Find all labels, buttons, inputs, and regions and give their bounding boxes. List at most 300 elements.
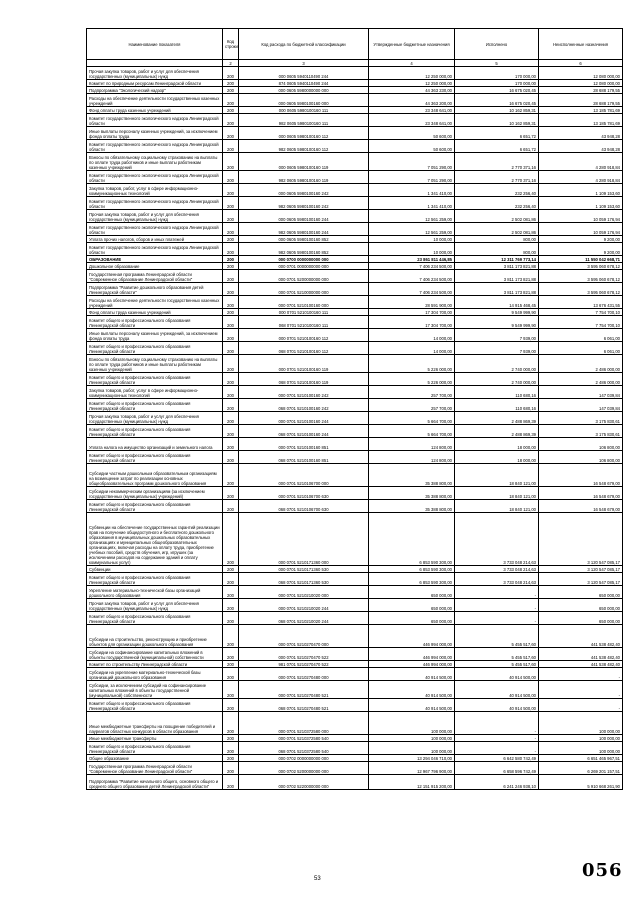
row-kbk: 000 0702 5220000000 000 (239, 775, 369, 790)
table-row (87, 648, 623, 661)
row-done: 110 680,16 (455, 386, 539, 399)
table-row (87, 127, 623, 140)
row-kbk: 000 0605 5940110490 244 (239, 67, 369, 80)
row-rest: 16 548 679,00 (539, 500, 623, 513)
row-done: 800,00 (455, 243, 539, 256)
row-code: 200 (223, 94, 239, 107)
table-row (87, 342, 623, 355)
row-approved: 124 800,00 (369, 451, 455, 464)
row-done: - (455, 586, 539, 599)
header-done: Исполнено (455, 29, 539, 60)
row-kbk: 068 0701 5210100160 242 (239, 399, 369, 412)
row-rest: 28 688 179,55 (539, 94, 623, 107)
row-approved: 257 700,00 (369, 386, 455, 399)
row-rest: 3 175 830,61 (539, 412, 623, 425)
row-done: 6 651,72 (455, 140, 539, 153)
row-code: 200 (223, 451, 239, 464)
row-code: 200 (223, 114, 239, 127)
row-approved: 40 914 500,00 (369, 681, 455, 699)
row-code: 200 (223, 67, 239, 80)
row-rest: 3 595 060 678,12 (539, 283, 623, 296)
row-rest: 6 061,00 (539, 329, 623, 342)
row-kbk: 982 0605 5980100160 119 (239, 171, 369, 184)
row-rest: 10 059 176,94 (539, 223, 623, 236)
row-done: - (455, 735, 539, 742)
row-kbk: 000 0700 0000000000 000 (239, 256, 369, 263)
row-kbk: 000 0605 5980100160 244 (239, 210, 369, 223)
row-name: Комитет общего и профессионального образования Ленинградской области (87, 316, 223, 329)
row-done: 110 680,16 (455, 399, 539, 412)
row-done: 6 651,72 (455, 127, 539, 140)
row-done: 3 733 048 214,63 (455, 573, 539, 586)
row-approved: 257 700,00 (369, 399, 455, 412)
row-approved: 124 800,00 (369, 438, 455, 451)
row-name: Комитет государственного экологического надзора Ленинградской области (87, 171, 223, 184)
row-code: 200 (223, 153, 239, 171)
row-approved: 23 348 641,00 (369, 107, 455, 114)
row-done: 232 256,40 (455, 197, 539, 210)
row-kbk: 000 0701 5210171360 530 (239, 566, 369, 573)
row-kbk: 000 0701 5210100160 111 (239, 309, 369, 316)
row-done: 170 000,00 (455, 80, 539, 87)
row-done: 3 733 048 214,63 (455, 566, 539, 573)
row-approved: 17 304 700,00 (369, 316, 455, 329)
row-code: 200 (223, 487, 239, 500)
row-approved: 40 914 500,00 (369, 668, 455, 681)
row-kbk: 068 0701 5210100160 112 (239, 342, 369, 355)
row-code: 200 (223, 735, 239, 742)
table-row (87, 171, 623, 184)
row-approved: 100 000,00 (369, 742, 455, 755)
row-done: 9 549 999,90 (455, 316, 539, 329)
row-kbk: 000 0701 5200000000 000 (239, 270, 369, 283)
row-code: 200 (223, 755, 239, 762)
row-code: 200 (223, 309, 239, 316)
row-code: 200 (223, 464, 239, 487)
row-kbk: 000 0701 5210171360 000 (239, 513, 369, 566)
row-rest: 100 000,00 (539, 742, 623, 755)
row-kbk: 000 0605 5980100160 111 (239, 107, 369, 114)
row-rest: 7 754 700,10 (539, 316, 623, 329)
row-name: Фонд оплаты труда казенных учреждений (87, 309, 223, 316)
row-approved: 35 388 800,00 (369, 464, 455, 487)
row-kbk: 000 0701 5210270470 522 (239, 648, 369, 661)
row-name: Комитет государственного экологического надзора Ленинградской области (87, 197, 223, 210)
row-name: Комитет общего и профессионального образования Ленинградской области (87, 342, 223, 355)
row-rest: 6 061,00 (539, 342, 623, 355)
row-code: 200 (223, 386, 239, 399)
row-name: Комитет государственного экологического надзора Ленинградской области (87, 243, 223, 256)
table-row (87, 500, 623, 513)
row-kbk: 000 0701 5210270480 000 (239, 668, 369, 681)
row-code: 200 (223, 127, 239, 140)
row-name: Прочая закупка товаров, работ и услуг для обеспечения государственных (муниципальных) нужд (87, 412, 223, 425)
row-name: Субсидии некоммерческим организациям (за исключением государственных (муниципальных) учреждений) (87, 487, 223, 500)
row-rest: 6 269 201 157,51 (539, 762, 623, 775)
row-kbk: 000 0701 5210100160 000 (239, 296, 369, 309)
row-done: 40 914 500,00 (455, 699, 539, 712)
table-row (87, 296, 623, 309)
row-code: 200 (223, 586, 239, 599)
row-approved: 7 051 290,00 (369, 153, 455, 171)
row-done: 12 311 769 773,14 (455, 256, 539, 263)
row-approved: 10 000,00 (369, 243, 455, 256)
row-approved: 14 000,00 (369, 342, 455, 355)
row-kbk: 000 0701 5210100160 244 (239, 412, 369, 425)
row-name: Комитет общего и профессионального образования Ленинградской области (87, 742, 223, 755)
row-rest: 13 185 781,69 (539, 107, 623, 114)
table-row (87, 661, 623, 668)
row-code: 200 (223, 223, 239, 236)
row-approved: 23 861 811 446,85 (369, 256, 455, 263)
row-kbk: 000 0605 5980100160 000 (239, 94, 369, 107)
row-kbk: 000 0702 5200000000 000 (239, 762, 369, 775)
table-row (87, 140, 623, 153)
table-row (87, 755, 623, 762)
row-code: 200 (223, 599, 239, 612)
row-rest: 13 676 431,55 (539, 296, 623, 309)
row-name: Субсидии, за исключением субсидий на софинансирование капитальных вложений в объекты государственной (муниципальной) собственности (87, 681, 223, 699)
row-name: Субсидии на укрепление материально-технической базы организаций дошкольного образования (87, 668, 223, 681)
table-row (87, 599, 623, 612)
row-name: Комитет по природным ресурсам Ленинградской области (87, 80, 223, 87)
row-approved: 12 561 259,00 (369, 223, 455, 236)
table-row (87, 425, 623, 438)
row-rest: 106 800,00 (539, 451, 623, 464)
row-name: Взносы по обязательному социальному страхованию на выплаты по оплате труда работников и иные выплаты работникам казенных учреждений (87, 153, 223, 171)
table-row (87, 612, 623, 625)
row-code: 200 (223, 107, 239, 114)
column-number-5: 5 (455, 60, 539, 67)
row-code: 200 (223, 87, 239, 94)
table-row (87, 197, 623, 210)
row-kbk: 000 0701 5210106700 000 (239, 464, 369, 487)
row-rest: 3 595 060 678,12 (539, 270, 623, 283)
table-header-row (87, 29, 623, 60)
row-kbk: 068 0701 5210171360 530 (239, 573, 369, 586)
row-rest: 43 948,28 (539, 127, 623, 140)
row-name: Общее образование (87, 755, 223, 762)
row-approved: 12 561 259,00 (369, 210, 455, 223)
row-rest: 9 200,00 (539, 236, 623, 243)
table-row (87, 329, 623, 342)
row-done: 800,00 (455, 236, 539, 243)
row-done: - (455, 612, 539, 625)
row-kbk: 068 0701 5210372580 540 (239, 742, 369, 755)
row-rest: 16 548 679,00 (539, 464, 623, 487)
header-rest: Неисполненные назначения (539, 29, 623, 60)
budget-execution-table (86, 28, 623, 790)
row-name: Уплата налога на имущество организаций и земельного налога (87, 438, 223, 451)
row-rest: 4 280 918,84 (539, 153, 623, 171)
row-done: - (455, 712, 539, 735)
row-code: 200 (223, 625, 239, 648)
row-rest: 9 200,00 (539, 243, 623, 256)
row-rest: 3 595 060 678,12 (539, 263, 623, 270)
table-row (87, 316, 623, 329)
row-done: 16 675 020,45 (455, 87, 539, 94)
table-row (87, 735, 623, 742)
row-done: 3 811 173 821,88 (455, 283, 539, 296)
row-approved: 7 406 234 500,00 (369, 263, 455, 270)
row-code: 200 (223, 425, 239, 438)
row-done: 14 915 468,45 (455, 296, 539, 309)
archive-stamp: 056 (582, 860, 623, 881)
row-name: Подпрограмма "Развитие дошкольного образования детей Ленинградской области" (87, 283, 223, 296)
row-rest: 106 800,00 (539, 438, 623, 451)
row-done: 7 939,00 (455, 342, 539, 355)
row-done: 170 000,00 (455, 67, 539, 80)
row-approved: 6 853 590 300,00 (369, 513, 455, 566)
row-name: Расходы на обеспечение деятельности государственных казенных учреждений (87, 296, 223, 309)
row-done: 18 000,00 (455, 438, 539, 451)
row-code: 200 (223, 171, 239, 184)
row-approved: 1 341 410,00 (369, 184, 455, 197)
row-approved: 100 000,00 (369, 735, 455, 742)
table-row (87, 223, 623, 236)
row-approved: 14 000,00 (369, 329, 455, 342)
row-rest: 147 039,84 (539, 386, 623, 399)
row-done: 18 840 121,00 (455, 487, 539, 500)
row-rest: 441 538 482,40 (539, 661, 623, 668)
table-row (87, 184, 623, 197)
row-done: 232 256,40 (455, 184, 539, 197)
row-code: 200 (223, 283, 239, 296)
table-row (87, 263, 623, 270)
row-approved: 6 853 590 300,00 (369, 566, 455, 573)
row-done: 3 811 173 821,88 (455, 263, 539, 270)
row-approved: 446 994 000,00 (369, 661, 455, 668)
row-rest: - (539, 668, 623, 681)
report-sheet (86, 28, 622, 790)
table-row (87, 681, 623, 699)
row-name: Комитет государственного экологического надзора Ленинградской области (87, 223, 223, 236)
table-row (87, 309, 623, 316)
column-number-6: 6 (539, 60, 623, 67)
row-name: Комитет общего и профессионального образования Ленинградской области (87, 399, 223, 412)
row-done: 2 502 081,86 (455, 210, 539, 223)
row-code: 200 (223, 566, 239, 573)
table-row (87, 762, 623, 775)
table-row (87, 87, 623, 94)
row-rest: 4 280 918,84 (539, 171, 623, 184)
row-kbk: 068 0701 5210100160 111 (239, 316, 369, 329)
row-kbk: 000 0701 5210100160 851 (239, 438, 369, 451)
row-done: 6 642 580 742,49 (455, 755, 539, 762)
row-code: 200 (223, 699, 239, 712)
row-kbk: 068 0701 5210100160 851 (239, 451, 369, 464)
row-code: 200 (223, 373, 239, 386)
header-name: Наименование показателя (87, 29, 223, 60)
column-number-3: 3 (239, 60, 369, 67)
column-number-row (87, 60, 623, 67)
column-number-4: 4 (369, 60, 455, 67)
row-code: 200 (223, 661, 239, 668)
row-done: 2 502 081,86 (455, 223, 539, 236)
row-approved: 5 226 000,00 (369, 355, 455, 373)
row-rest: 100 000,00 (539, 735, 623, 742)
row-kbk: 068 0701 5210106700 630 (239, 500, 369, 513)
row-code: 200 (223, 197, 239, 210)
row-kbk: 000 0701 5210100160 112 (239, 329, 369, 342)
table-row (87, 451, 623, 464)
row-done: - (455, 742, 539, 755)
row-kbk: 068 0701 5210210020 244 (239, 612, 369, 625)
row-name: Государственная программа Ленинградской области "Современное образование Ленинградской области" (87, 762, 223, 775)
row-approved: 35 388 800,00 (369, 500, 455, 513)
row-kbk: 000 0701 5210100160 119 (239, 355, 369, 373)
table-row (87, 373, 623, 386)
row-done: 2 488 869,39 (455, 425, 539, 438)
row-rest: 1 109 153,60 (539, 184, 623, 197)
row-approved: 5 664 700,00 (369, 412, 455, 425)
row-code: 200 (223, 184, 239, 197)
row-code: 200 (223, 412, 239, 425)
table-row (87, 573, 623, 586)
row-done: 40 914 500,00 (455, 668, 539, 681)
row-done: 2 770 371,16 (455, 171, 539, 184)
table-row (87, 742, 623, 755)
row-code: 200 (223, 210, 239, 223)
row-rest: 12 080 000,00 (539, 67, 623, 80)
row-rest: 3 120 547 085,17 (539, 573, 623, 586)
header-kbk: Код расхода по бюджетной классификации (239, 29, 369, 60)
row-name: Иные выплаты персоналу казенных учреждений, за исключением фонда оплаты труда (87, 329, 223, 342)
row-name: Комитет общего и профессионального образования Ленинградской области (87, 699, 223, 712)
table-row (87, 283, 623, 296)
table-row (87, 270, 623, 283)
row-kbk: 981 0701 5210270470 522 (239, 661, 369, 668)
row-kbk: 000 0605 5980100160 242 (239, 184, 369, 197)
column-number-2: 2 (223, 60, 239, 67)
table-row (87, 487, 623, 500)
row-kbk: 068 0701 5210100160 244 (239, 425, 369, 438)
table-row (87, 775, 623, 790)
row-code: 200 (223, 316, 239, 329)
row-approved: 10 000,00 (369, 236, 455, 243)
row-approved: 23 348 641,00 (369, 114, 455, 127)
row-done: 6 241 246 938,10 (455, 775, 539, 790)
row-code: 200 (223, 355, 239, 373)
row-rest: 3 175 830,61 (539, 425, 623, 438)
row-approved: 12 151 915 200,00 (369, 775, 455, 790)
row-kbk: 000 0605 5980100160 119 (239, 153, 369, 171)
row-code: 200 (223, 775, 239, 790)
row-code: 200 (223, 668, 239, 681)
row-name: Комитет государственного экологического надзора Ленинградской области (87, 114, 223, 127)
row-name: Субвенции на обеспечение государственных гарантий реализации прав на получение общедоступного и бесплатного дошкольного образования в муниципальных дошкольных образовательных организациях и муниципальных общеобразовательных организациях, включая расходы на оплату труда, приобретение учебных пособий, средств обучения, игр, игрушек (за исключением расходов на содержание зданий и оплату коммунальных услуг) (87, 513, 223, 566)
row-kbk: 000 0701 5210106700 630 (239, 487, 369, 500)
row-done: 18 840 121,00 (455, 464, 539, 487)
table-row (87, 566, 623, 573)
row-code: 200 (223, 681, 239, 699)
row-code: 200 (223, 500, 239, 513)
row-done: 5 455 517,60 (455, 661, 539, 668)
row-approved: 650 000,00 (369, 612, 455, 625)
table-row (87, 438, 623, 451)
row-name: Комитет государственного экологического надзора Ленинградской области (87, 140, 223, 153)
row-name: Иные выплаты персоналу казенных учреждений, за исключением фонда оплаты труда (87, 127, 223, 140)
row-approved: 44 363 200,00 (369, 94, 455, 107)
row-done: 3 733 048 214,63 (455, 513, 539, 566)
table-row (87, 464, 623, 487)
row-kbk: 000 0605 5980000000 000 (239, 87, 369, 94)
row-approved: 650 000,00 (369, 586, 455, 599)
table-row (87, 67, 623, 80)
row-done: 40 914 500,00 (455, 681, 539, 699)
table-row (87, 256, 623, 263)
table-row (87, 243, 623, 256)
row-code: 200 (223, 270, 239, 283)
row-kbk: 000 0701 5210100160 242 (239, 386, 369, 399)
row-kbk: 000 0701 5210270480 521 (239, 681, 369, 699)
row-code: 200 (223, 712, 239, 735)
row-name: Комитет общего и профессионального образования Ленинградской области (87, 500, 223, 513)
row-code: 200 (223, 243, 239, 256)
row-rest: 3 120 547 085,17 (539, 566, 623, 573)
row-kbk: 068 0701 5210270480 521 (239, 699, 369, 712)
row-code: 200 (223, 399, 239, 412)
row-approved: 6 853 590 300,00 (369, 573, 455, 586)
row-approved: 44 363 230,00 (369, 87, 455, 94)
page-number: 53 (314, 876, 321, 882)
row-name: Укрепление материально-технической базы организаций дошкольного образования (87, 586, 223, 599)
table-row (87, 699, 623, 712)
row-done: 7 939,00 (455, 329, 539, 342)
row-name: Подпрограмма "Экологический надзор" (87, 87, 223, 94)
row-code: 200 (223, 296, 239, 309)
row-name: Комитет общего и профессионального образования Ленинградской области (87, 425, 223, 438)
row-rest: 3 120 547 085,17 (539, 513, 623, 566)
row-kbk: 000 0605 5980100160 112 (239, 127, 369, 140)
row-kbk: 000 0701 5210210020 000 (239, 586, 369, 599)
table-row (87, 107, 623, 114)
row-code: 200 (223, 342, 239, 355)
row-kbk: 982 0605 5980100160 242 (239, 197, 369, 210)
row-code: 200 (223, 236, 239, 243)
table-row (87, 210, 623, 223)
row-rest: - (539, 681, 623, 699)
row-name: Закупка товаров, работ, услуг в сфере информационно-коммуникационных технологий (87, 184, 223, 197)
row-done: 5 455 517,60 (455, 648, 539, 661)
row-rest: 441 538 482,40 (539, 625, 623, 648)
row-name: Комитет общего и профессионального образования Ленинградской области (87, 612, 223, 625)
row-approved: 12 250 000,00 (369, 80, 455, 87)
table-row (87, 114, 623, 127)
table-row (87, 355, 623, 373)
row-code: 200 (223, 648, 239, 661)
row-rest: - (539, 699, 623, 712)
row-rest: 1 109 153,60 (539, 197, 623, 210)
row-kbk: 000 0605 5980100160 852 (239, 236, 369, 243)
row-kbk: 000 0701 5210210020 244 (239, 599, 369, 612)
row-code: 200 (223, 140, 239, 153)
table-row (87, 153, 623, 171)
row-name: Субсидии на софинансирование капитальных вложений в объекты государственной (муниципальной) собственности (87, 648, 223, 661)
row-done: 2 740 000,00 (455, 355, 539, 373)
row-approved: 28 591 900,00 (369, 296, 455, 309)
row-kbk: 982 0605 5980100160 112 (239, 140, 369, 153)
row-approved: 35 388 800,00 (369, 487, 455, 500)
row-approved: 40 914 500,00 (369, 699, 455, 712)
row-rest: 13 185 781,69 (539, 114, 623, 127)
row-approved: 12 967 796 900,00 (369, 762, 455, 775)
row-code: 200 (223, 256, 239, 263)
table-row (87, 412, 623, 425)
row-done: 16 675 020,45 (455, 94, 539, 107)
row-name: Прочая закупка товаров, работ и услуг для обеспечения государственных (муниципальных) нужд (87, 67, 223, 80)
row-name: Комитет общего и профессионального образования Ленинградской области (87, 373, 223, 386)
